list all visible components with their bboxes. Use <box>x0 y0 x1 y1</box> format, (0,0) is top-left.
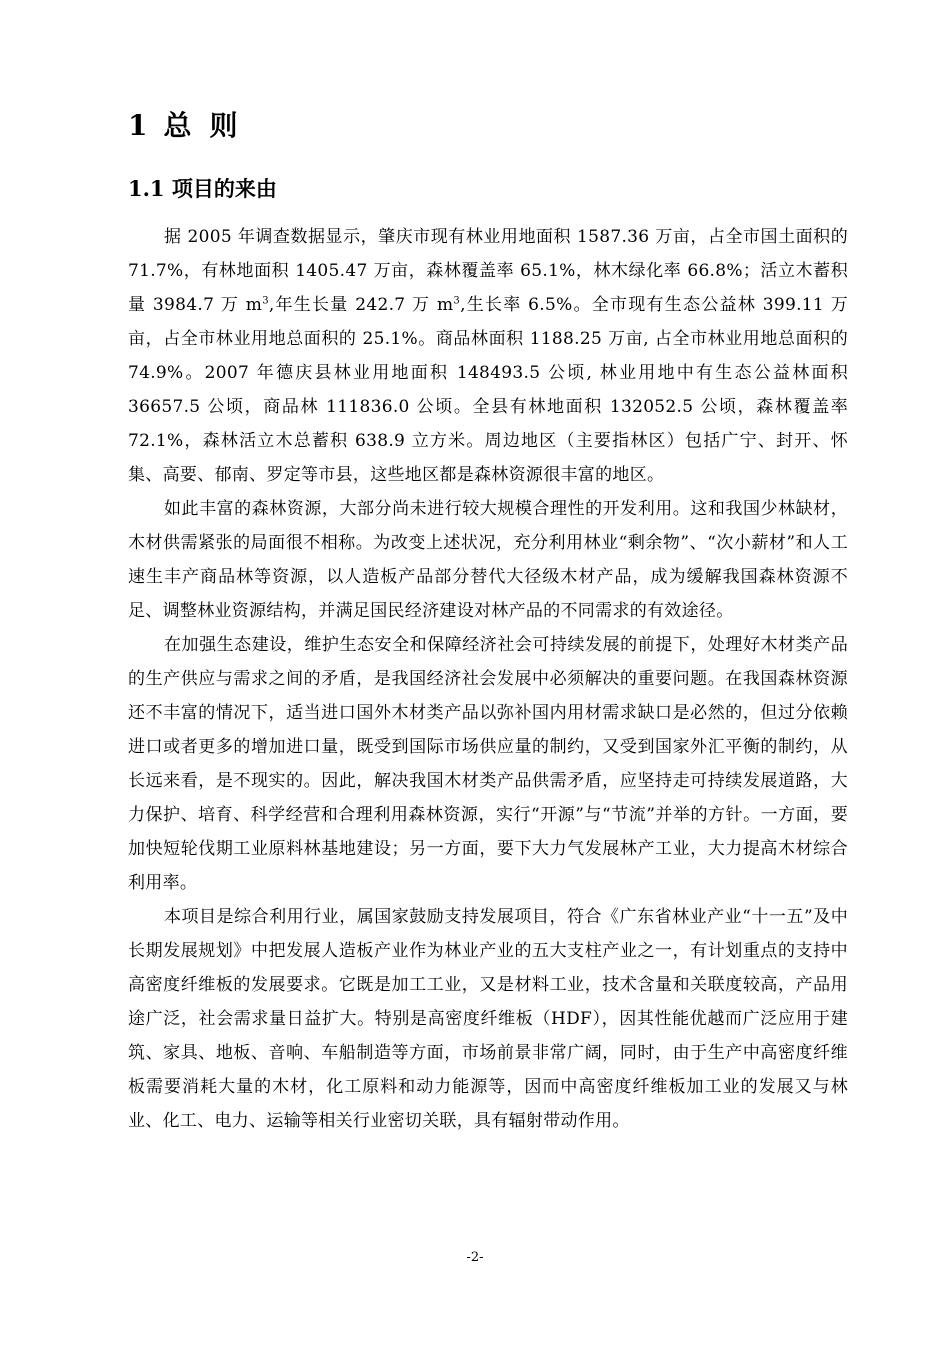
paragraph-1-part-3: ,生长率 6.5%。全市现有生态公益林 399.11 万亩，占全市林业用地总面积的 25.1%。商品林面积 1188.25 万亩, 占全市林业用地总面积的 74.9%。2007 年德庆县林业用地面积 148493.5 公顷, 林业用地中有生态公益林面积 36657.5 公顷，商品林 111836.0 公顷。全县有林地面积 132052.5 公顷，森林覆盖率 72.1%，森林活立木总蓄积 638.9 立方米。周边地区（主要指林区）包括广宁、封开、怀集、高要、郁南、罗定等市县，这些地区都是森林资源很丰富的地区。 <box>128 295 849 485</box>
chapter-title-char-2: 则 <box>209 109 240 142</box>
paragraph-1-part-2: ,年生长量 242.7 万 m <box>268 295 454 315</box>
paragraph-1-part-1: 据 2005 年调查数据显示，肇庆市现有林业用地面积 1587.36 万亩，占全市国土面积的 71.7%，有林地面积 1405.47 万亩，森林覆盖率 65.1%，林木绿化率 66.8%；活立木蓄积量 3984.7 万 m <box>128 227 848 315</box>
paragraph-project-significance: 本项目是综合利用行业，属国家鼓励支持发展项目，符合《广东省林业产业“十一五”及中长期发展规划》中把发展人造板产业作为林业产业的五大支柱产业之一，有计划重点的支持中高密度纤维板的发展要求。它既是加工工业，又是材料工业，技术含量和关联度较高，产品用途广泛，社会需求量日益扩大。特别是高密度纤维板（HDF），因其性能优越而广泛应用于建筑、家具、地板、音响、车船制造等方面，市场前景非常广阔，同时，由于生产中高密度纤维板需要消耗大量的木材，化工原料和动力能源等，因而中高密度纤维板加工业的发展又与林业、化工、电力、运输等相关行业密切关联，具有辐射带动作用。 <box>128 907 848 1131</box>
body-text <box>128 220 848 1138</box>
superscript-cubic-2: 3 <box>453 295 461 307</box>
section-title: 1.1 项目的来由 <box>128 176 277 201</box>
paragraph-resource-utilization: 如此丰富的森林资源，大部分尚未进行较大规模合理性的开发利用。这和我国少林缺材，木材供需紧张的局面很不相称。为改变上述状况，充分利用林业“剩余物”、“次小薪材”和人工速生丰产商品林等资源，以人造板产品部分替代大径级木材产品，成为缓解我国森林资源不足、调整林业资源结构，并满足国民经济建设对林产品的不同需求的有效途径。 <box>128 499 848 621</box>
superscript-cubic-1: 3 <box>262 295 269 307</box>
chapter-number: 1 <box>128 109 150 142</box>
chapter-title-char-1: 总 <box>163 109 194 142</box>
paragraph-supply-demand: 在加强生态建设，维护生态安全和保障经济社会可持续发展的前提下，处理好木材类产品的生产供应与需求之间的矛盾，是我国经济社会发展中必须解决的重要问题。在我国森林资源还不丰富的情况下，适当进口国外木材类产品以弥补国内用材需求缺口是必然的，但过分依赖进口或者更多的增加进口量，既受到国际市场供应量的制约，又受到国家外汇平衡的制约，从长远来看，是不现实的。因此，解决我国木材类产品供需矛盾，应坚持走可持续发展道路，大力保护、培育、科学经营和合理利用森林资源，实行“开源”与“节流”并举的方针。一方面，要加快短轮伐期工业原料林基地建设；另一方面，要下大力气发展林产工业，大力提高木材综合利用率。 <box>128 635 848 893</box>
paragraph-forest-resources <box>128 220 848 492</box>
page-number: -2- <box>466 1250 484 1265</box>
chapter-title <box>128 106 240 146</box>
